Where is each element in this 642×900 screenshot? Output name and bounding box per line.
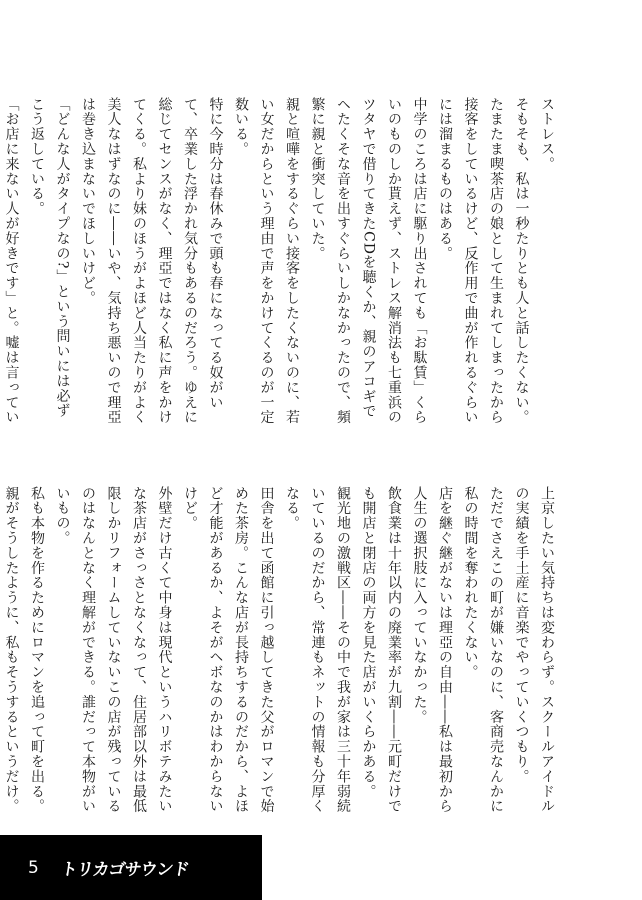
paragraph: 外壁だけ古くて中身は現代というハリボテみたいな茶店がさっさとなくなって、住居部以外は最低限しかリフォームしていないこの店が残っているのはなんとなく理解ができる。誰だって本物がいいもの。 — [54, 486, 173, 814]
paragraph: ストレス。 — [539, 97, 555, 172]
paragraph: 店を継ぐ継がないは理亞の自由――私は最初から人生の選択肢に入っていなかった。 — [411, 486, 453, 814]
paragraph: 「お店に来ない人が好きです」と。嘘は言ってい — [3, 97, 20, 425]
paragraph: 特に今時分は春休みで頭も春になってる奴がいて、卒業した浮かれ気分もあるのだろう。ゆえに総じてセンスがなく、理亞ではなく私に声をかけてくる。私より妹のほうがよほど人当たりがよく美人なはずなのに――いや、気持ち悪いので理亞は巻き込まないでほしいけど。 — [80, 97, 224, 425]
paragraph: 観光地の激戦区――その中で我が家は三十年弱続いているのだから、常連もネットの情報も分厚くなる。 — [284, 486, 351, 814]
paragraph: 親がそうしたように、私もそうするというだけ。 — [3, 486, 20, 814]
paragraph: 親と喧嘩をするぐらい接客をしたくないのに、若い女だからという理由で声をかけてくるのが一定数いる。 — [233, 97, 300, 425]
paragraph: 中学のころは店に駆り出されても「お駄賃」くらいのものしか貰えず、ストレス解消法も七重浜のツタヤで借りてきたCDを聴くか、親のアコギでヘたくそな音を出すぐらいしかなかったので、頻繁に親と衝突していた。 — [309, 97, 428, 425]
paragraph: 「どんな人がタイプなの?」という問いには必ずこう返している。 — [29, 97, 71, 419]
paragraph: 飲食業は十年以内の廃業率が九割――元町だけでも開店と閉店の両方を見た店がいくらかある。 — [360, 486, 402, 814]
paragraph: 上京したい気持ちは変わらず。スクールアイドルの実績を手土産に音楽でやっていくつもり。 — [513, 486, 555, 814]
upper-text-block — [3, 97, 559, 429]
footer-bar — [0, 835, 262, 900]
paragraph: ただでさえこの町が嫌いなのに、客商売なんかに私の時間を奪われたくない。 — [462, 486, 504, 814]
page-number: 5 — [28, 857, 39, 878]
brand-logo: トリカゴサウンド — [59, 860, 190, 880]
paragraph: 私も本物を作るためにロマンを追って町を出る。 — [29, 486, 45, 814]
paragraph: そもそも、私は一秒たりとも人と話したくない。たまたま喫茶店の娘として生まれてしまったから接客をしているけど、反作用で曲が作れるぐらいには溜まるものはある。 — [437, 97, 530, 425]
lower-text-block — [3, 486, 559, 818]
paragraph: 田舎を出て函館に引っ越してきた父がロマンで始めた茶房。こんな店が長持ちするのだから、よほど才能があるか、よそがヘボなのかはわからないけど。 — [182, 486, 275, 814]
